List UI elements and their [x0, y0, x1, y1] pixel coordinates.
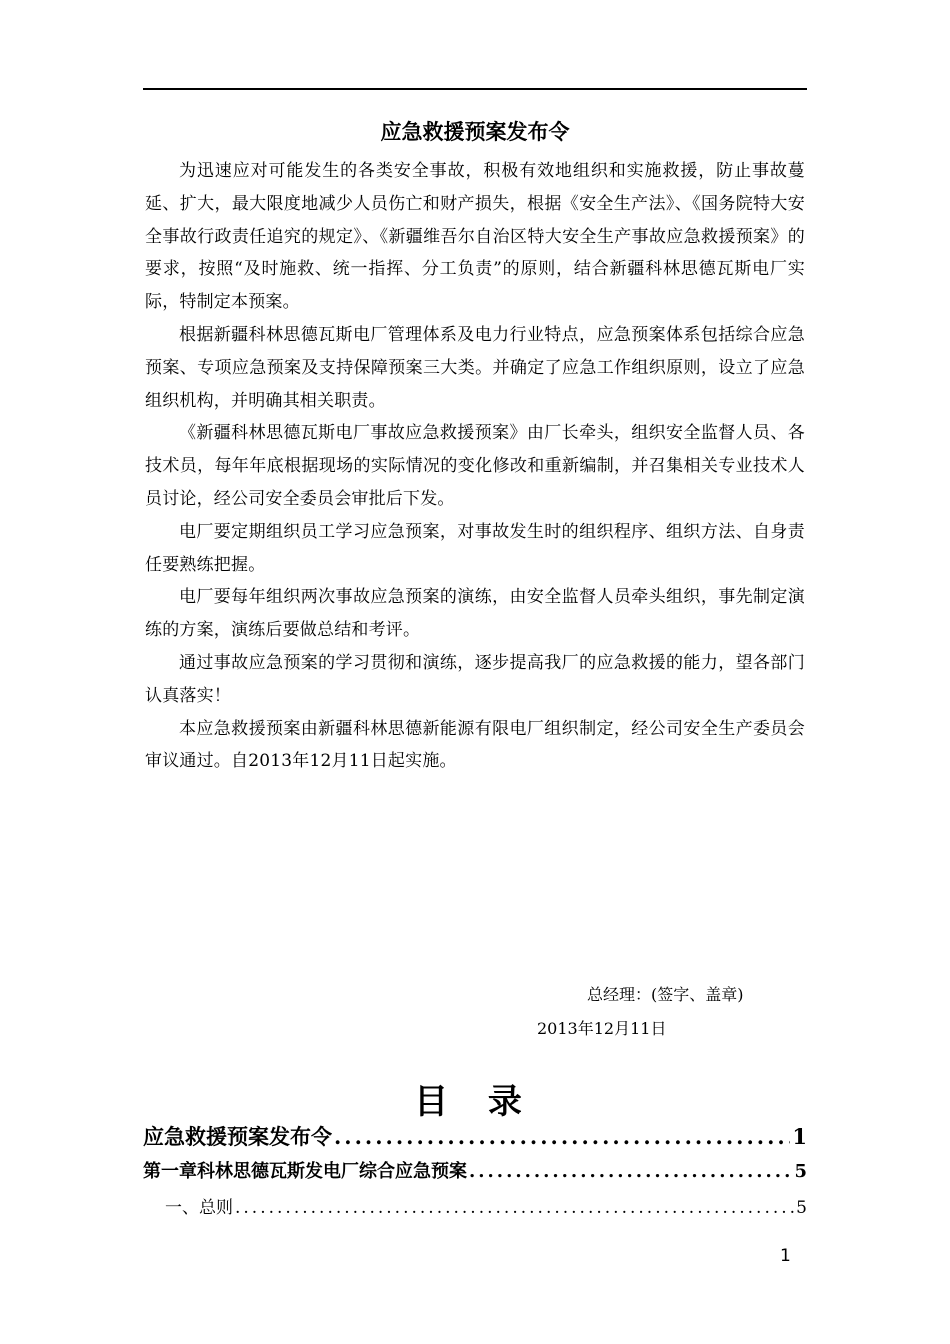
- toc-heading: 目 录: [414, 1082, 536, 1122]
- toc-entry[interactable]: [143, 1194, 807, 1222]
- page-number: 1: [780, 1246, 791, 1266]
- toc-leader: [235, 1194, 794, 1222]
- toc-entry-page: 5: [796, 1198, 807, 1218]
- toc-leader: [469, 1158, 792, 1186]
- document-title: 应急救援预案发布令: [380, 119, 570, 144]
- paragraph-4: 电厂要定期组织员工学习应急预案，对事故发生时的组织程序、组织方法、自身责任要熟练把握。: [145, 521, 805, 575]
- toc-entry-label: 一、总则: [165, 1198, 233, 1218]
- toc-entry[interactable]: [143, 1158, 807, 1186]
- signature-title: 总经理：(签字、盖章): [587, 985, 744, 1004]
- toc-entry-label: 第一章科林思德瓦斯发电厂综合应急预案: [143, 1161, 467, 1182]
- toc-entry-label: 应急救援预案发布令: [143, 1124, 332, 1149]
- toc-entry[interactable]: [143, 1122, 807, 1152]
- document-body: [145, 155, 805, 778]
- paragraph-3: 《新疆科林思德瓦斯电厂事故应急救援预案》由厂长牵头，组织安全监督人员、各技术员，每年年底根据现场的实际情况的变化修改和重新编制，并召集相关专业技术人员讨论，经公司安全委员会审批后下发。: [145, 423, 805, 509]
- header-rule: [143, 88, 807, 90]
- signature-date: 2013年12月11日: [537, 1019, 667, 1038]
- paragraph-5: 电厂要每年组织两次事故应急预案的演练，由安全监督人员牵头组织，事先制定演练的方案，演练后要做总结和考评。: [145, 587, 805, 641]
- toc-entry-page: 5: [794, 1161, 807, 1182]
- paragraph-6: 通过事故应急预案的学习贯彻和演练，逐步提高我厂的应急救援的能力，望各部门认真落实！: [145, 652, 805, 706]
- paragraph-1: 为迅速应对可能发生的各类安全事故，积极有效地组织和实施救援，防止事故蔓延、扩大，最大限度地减少人员伤亡和财产损失，根据《安全生产法》、《国务院特大安全事故行政责任追究的规定》、《新疆维吾尔自治区特大安全生产事故应急救援预案》的要求，按照“及时施救、统一指挥、分工负责”的原则，结合新疆科林思德瓦斯电厂实际，特制定本预案。: [145, 161, 805, 313]
- toc-entry-page: 1: [792, 1124, 807, 1149]
- toc-leader: [334, 1122, 790, 1152]
- paragraph-7: 本应急救援预案由新疆科林思德新能源有限电厂组织制定，经公司安全生产委员会审议通过。自2013年12月11日起实施。: [145, 718, 805, 772]
- paragraph-2: 根据新疆科林思德瓦斯电厂管理体系及电力行业特点，应急预案体系包括综合应急预案、专项应急预案及支持保障预案三大类。并确定了应急工作组织原则，设立了应急组织机构，并明确其相关职责。: [145, 324, 805, 411]
